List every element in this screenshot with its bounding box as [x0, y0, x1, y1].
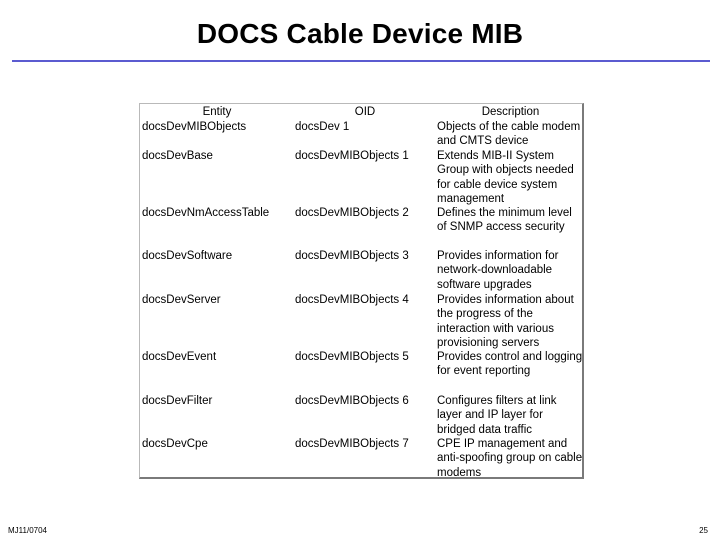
row-entity: docsDevServer [142, 294, 221, 306]
row-oid: docsDevMIBObjects 7 [295, 438, 409, 450]
row-oid: docsDevMIBObjects 5 [295, 351, 409, 363]
row-oid: docsDevMIBObjects 4 [295, 294, 409, 306]
footer-code: MJ11/0704 [8, 526, 47, 535]
row-oid: docsDevMIBObjects 6 [295, 395, 409, 407]
row-oid: docsDevMIBObjects 3 [295, 250, 409, 262]
row-entity: docsDevCpe [142, 438, 208, 450]
slide-title: DOCS Cable Device MIB [196, 18, 524, 49]
row-entity: docsDevMIBObjects [142, 121, 247, 133]
row-description: CPE IP management and anti-spoofing group on cable modems [437, 438, 583, 479]
row-description: Provides information about the progress of the interaction with various provisioning servers [437, 294, 574, 350]
row-description: Objects of the cable modem and CMTS device [437, 121, 581, 148]
row-entity: docsDevNmAccessTable [142, 207, 270, 219]
mib-table [139, 103, 584, 479]
row-description: Extends MIB-II System Group with objects needed for cable device system management [437, 150, 574, 206]
header-entity: Entity [202, 106, 232, 118]
row-entity: docsDevSoftware [142, 250, 233, 262]
row-entity: docsDevEvent [142, 351, 217, 363]
row-oid: docsDevMIBObjects 2 [295, 207, 409, 219]
row-oid: docsDev 1 [295, 121, 350, 133]
row-oid: docsDevMIBObjects 1 [295, 150, 409, 162]
header-oid: OID [354, 106, 376, 118]
title-divider [12, 60, 710, 62]
row-entity: docsDevBase [142, 150, 213, 162]
row-entity: docsDevFilter [142, 395, 213, 407]
header-description: Description [481, 106, 540, 118]
row-description: Provides control and logging for event reporting [437, 351, 583, 378]
row-description: Configures filters at link layer and IP layer for bridged data traffic [437, 395, 557, 436]
page-number: 25 [699, 526, 708, 535]
row-description: Provides information for network-downloadable software upgrades [437, 250, 559, 291]
row-description: Defines the minimum level of SNMP access security [437, 207, 572, 234]
